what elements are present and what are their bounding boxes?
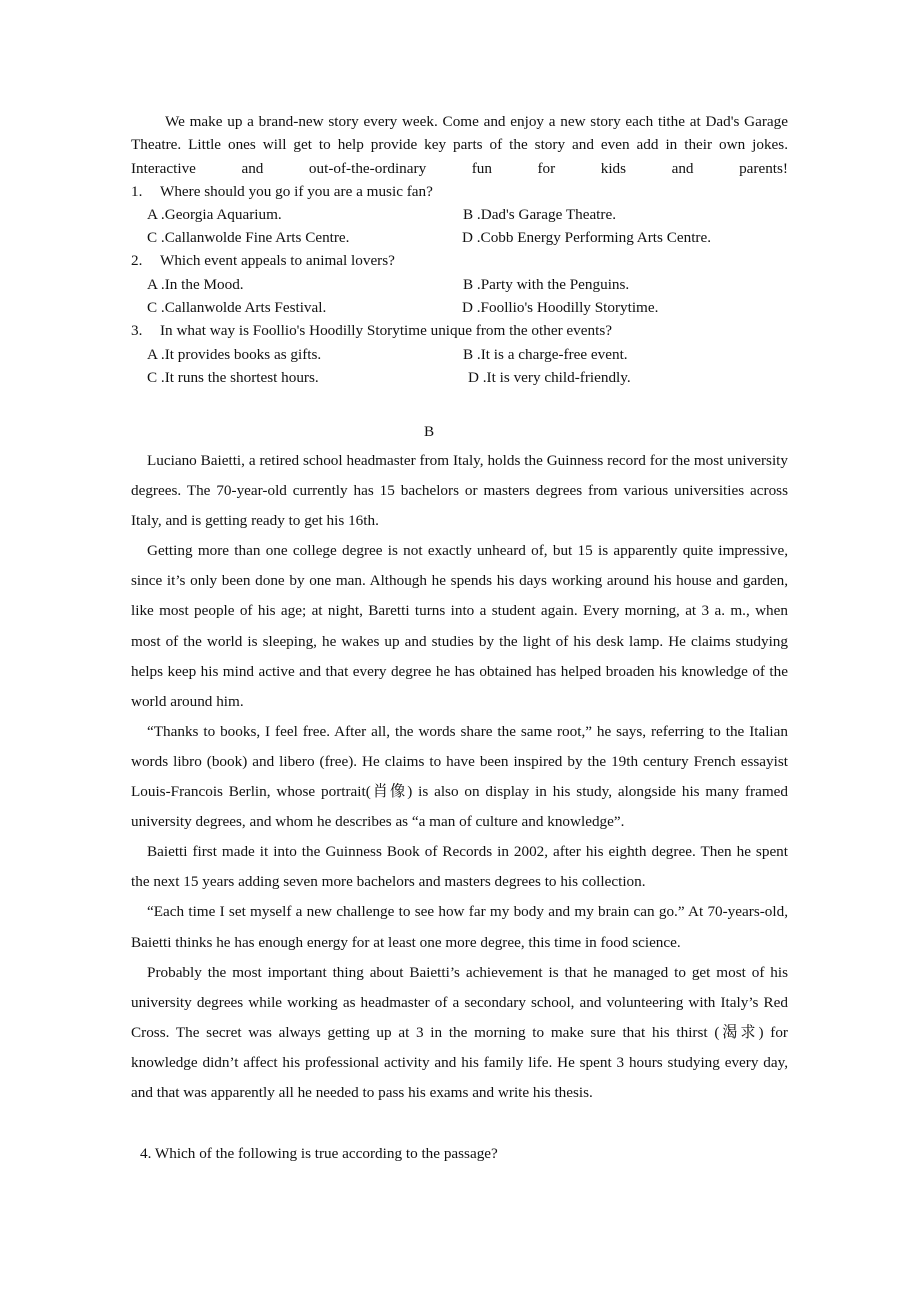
question-2-option-c: C .Callanwolde Arts Festival. xyxy=(147,299,327,316)
question-2-option-a: A .In the Mood. xyxy=(147,276,244,293)
question-3-option-c: C .It runs the shortest hours. xyxy=(147,369,319,386)
passage-paragraph-2: Getting more than one college degree is not exactly unheard of, but 15 is apparently quite impressive, since it’s only been done by one man. Although he spends his days working around his house and garden, like most people of his age; at night, Baretti turns into a student again. Every morning, at 3 a. m., when most of the world is sleeping, he wakes up and studies by the light of his desk lamp. He claims studying helps keep his mind active and that every degree he has obtained has helped broaden his knowledge of the world around him. xyxy=(131,542,788,710)
question-2-option-d: D .Foollio's Hoodilly Storytime. xyxy=(462,299,659,316)
question-2 xyxy=(131,249,395,272)
question-3-text: In what way is Foollio's Hoodilly Storytime unique from the other events? xyxy=(160,322,612,339)
passage-paragraph-1: Luciano Baietti, a retired school headmaster from Italy, holds the Guinness record for the most university degrees. The 70-year-old currently has 15 bachelors or masters degrees from various universities across Italy, and is getting ready to get his 16th. xyxy=(131,452,788,530)
question-1-option-c: C .Callanwolde Fine Arts Centre. xyxy=(147,229,350,246)
question-1 xyxy=(131,180,433,203)
question-2-text: Which event appeals to animal lovers? xyxy=(160,252,395,269)
question-1-number: 1. xyxy=(131,183,143,200)
question-2-option-b: B .Party with the Penguins. xyxy=(463,276,630,293)
passage-paragraph-4: Baietti first made it into the Guinness Book of Records in 2002, after his eighth degree. Then he spent the next 15 years adding seven more bachelors and masters degrees to his collection. xyxy=(131,843,788,891)
passage-paragraph-3: “Thanks to books, I feel free. After all, the words share the same root,” he says, referring to the Italian words libro (book) and libero (free). He claims to have been inspired by the 19th century French essayist Louis-Francois Berlin, whose portrait(肖像) is also on display in his study, alongside his many framed university degrees, and whom he describes as “a man of culture and knowledge”. xyxy=(131,722,788,831)
question-3-option-a: A .It provides books as gifts. xyxy=(147,346,322,363)
question-1-option-a: A .Georgia Aquarium. xyxy=(147,206,282,223)
question-1-option-d: D .Cobb Energy Performing Arts Centre. xyxy=(462,229,712,246)
passage-b xyxy=(131,446,788,1108)
question-2-number: 2. xyxy=(131,252,143,269)
intro-paragraph: We make up a brand-new story every week. Come and enjoy a new story each tithe at Dad's Garage Theatre. Little ones will get to help provide key parts of the story and even add in their own jokes. Interactive and out-of-the-ordinary fun for kids and parents! xyxy=(131,113,788,177)
question-3-option-d: D .It is very child-friendly. xyxy=(468,369,631,386)
question-1-option-b: B .Dad's Garage Theatre. xyxy=(463,206,617,223)
question-3-option-b: B .It is a charge-free event. xyxy=(463,346,628,363)
question-3-number: 3. xyxy=(131,322,143,339)
question-1-text: Where should you go if you are a music fan? xyxy=(160,183,433,200)
question-3 xyxy=(131,319,612,342)
section-heading: B xyxy=(424,423,435,440)
passage-paragraph-5: “Each time I set myself a new challenge to see how far my body and my brain can go.” At 70-years-old, Baietti thinks he has enough energy for at least one more degree, this time in food science. xyxy=(131,903,788,951)
question-4: 4. Which of the following is true according to the passage? xyxy=(140,1145,498,1162)
passage-paragraph-6: Probably the most important thing about Baietti’s achievement is that he managed to get most of his university degrees while working as headmaster of a secondary school, and volunteering with Italy’s Red Cross. The secret was always getting up at 3 in the morning to make sure that his thirst (渴求) for knowledge didn’t affect his professional activity and his family life. He spent 3 hours studying every day, and that was apparently all he needed to pass his exams and write his thesis. xyxy=(131,963,788,1101)
